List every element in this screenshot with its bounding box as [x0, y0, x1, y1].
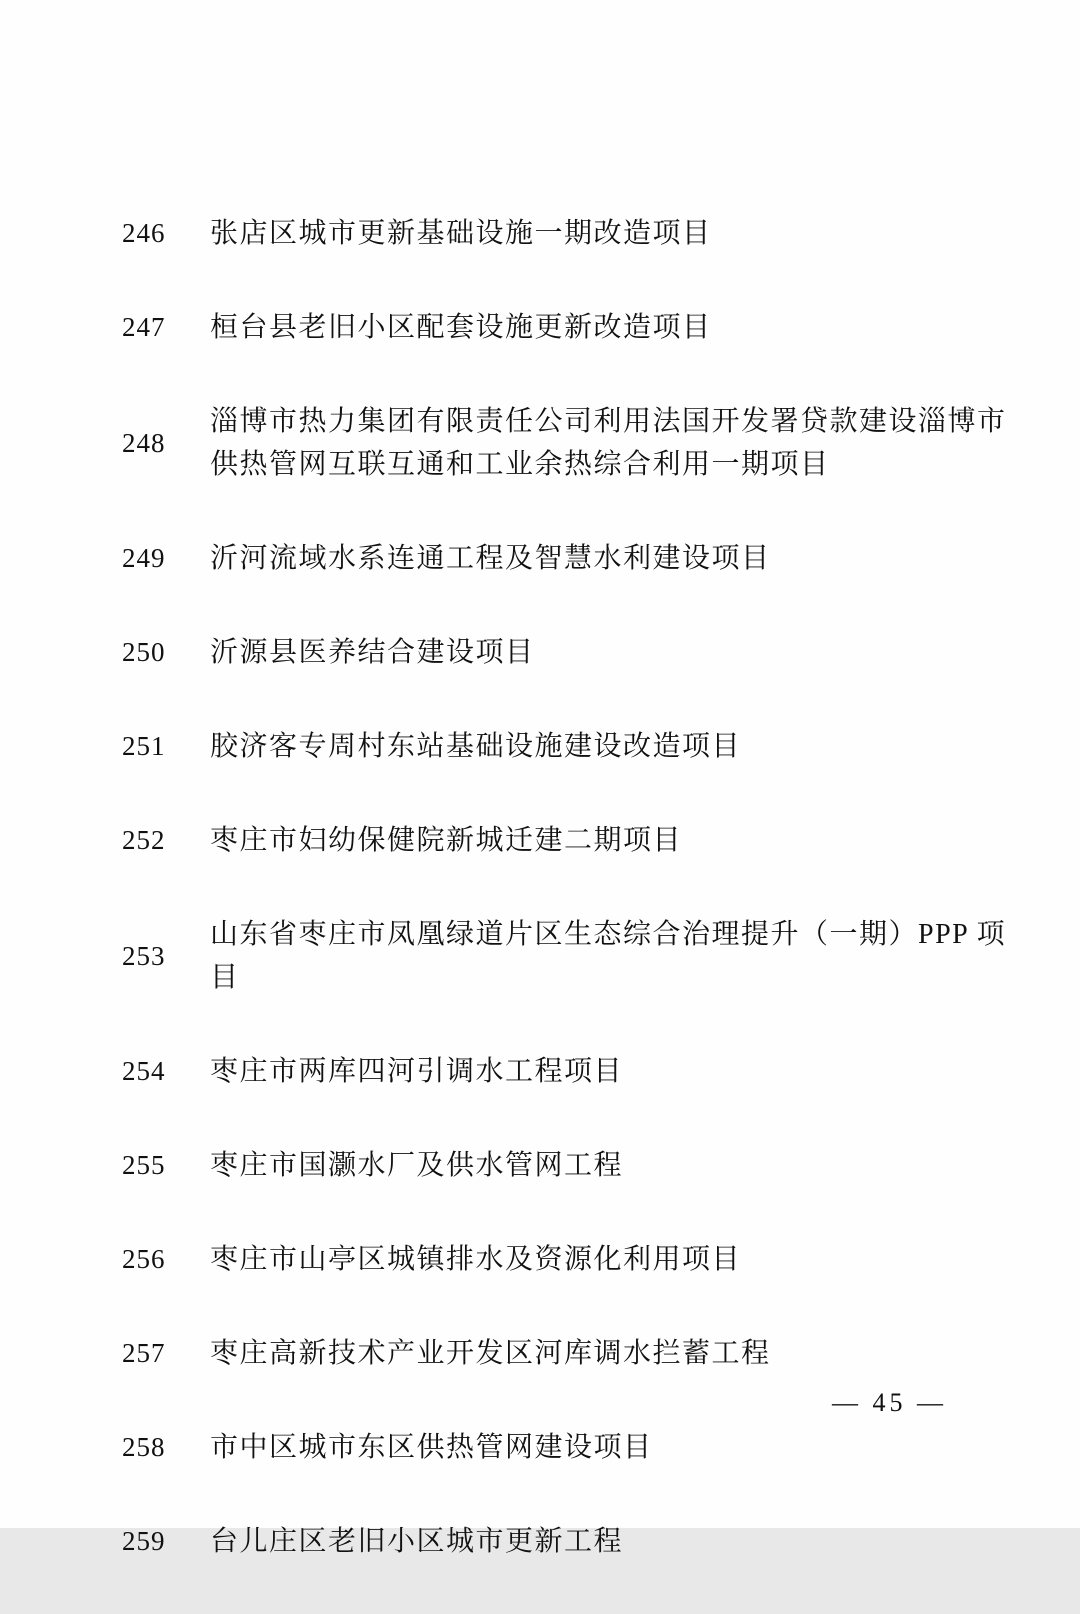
list-item — [122, 1520, 1020, 1563]
list-item — [122, 725, 1020, 768]
list-item — [122, 913, 1020, 999]
item-project-name: 山东省枣庄市凤凰绿道片区生态综合治理提升（一期）PPP 项目 — [210, 919, 1007, 993]
item-project-name: 沂源县医养结合建设项目 — [210, 637, 535, 668]
list-item — [122, 819, 1020, 862]
item-project-name: 桓台县老旧小区配套设施更新改造项目 — [210, 312, 712, 343]
item-project-name: 市中区城市东区供热管网建设项目 — [210, 1432, 653, 1463]
item-project-name: 张店区城市更新基础设施一期改造项目 — [210, 218, 712, 249]
list-item — [122, 631, 1020, 674]
list-item — [122, 537, 1020, 580]
list-item — [122, 212, 1020, 255]
item-number: 255 — [122, 1150, 166, 1180]
page-number: — 45 — — [832, 1388, 947, 1417]
item-number: 253 — [122, 940, 166, 971]
list-item — [122, 1238, 1020, 1281]
item-project-name: 枣庄市两库四河引调水工程项目 — [210, 1056, 624, 1087]
item-project-name: 枣庄市妇幼保健院新城迁建二期项目 — [210, 825, 683, 856]
item-project-name: 枣庄市山亭区城镇排水及资源化利用项目 — [210, 1244, 742, 1275]
item-number: 250 — [122, 637, 166, 667]
item-project-name: 枣庄高新技术产业开发区河库调水拦蓄工程 — [210, 1338, 771, 1369]
item-project-name: 淄博市热力集团有限责任公司利用法国开发署贷款建设淄博市供热管网互联互通和工业余热综合利用一期项目 — [210, 406, 1007, 480]
list-item — [122, 1050, 1020, 1093]
item-number: 257 — [122, 1338, 166, 1368]
item-project-name: 枣庄市国灏水厂及供水管网工程 — [210, 1150, 624, 1181]
item-number: 259 — [122, 1526, 166, 1556]
item-number: 249 — [122, 543, 166, 573]
item-project-name: 沂河流域水系连通工程及智慧水利建设项目 — [210, 543, 771, 574]
item-number: 246 — [122, 218, 166, 248]
item-number: 248 — [122, 427, 166, 458]
list-item — [122, 1332, 1020, 1375]
item-number: 251 — [122, 731, 166, 761]
item-number: 254 — [122, 1056, 166, 1086]
item-number: 252 — [122, 825, 166, 855]
item-number: 256 — [122, 1244, 166, 1274]
list-item — [122, 306, 1020, 349]
item-project-name: 胶济客专周村东站基础设施建设改造项目 — [210, 731, 742, 762]
list-item — [122, 1426, 1020, 1469]
list-item — [122, 400, 1020, 486]
item-project-name: 台儿庄区老旧小区城市更新工程 — [210, 1526, 624, 1557]
item-number: 258 — [122, 1432, 166, 1462]
item-number: 247 — [122, 312, 166, 342]
list-item — [122, 1144, 1020, 1187]
